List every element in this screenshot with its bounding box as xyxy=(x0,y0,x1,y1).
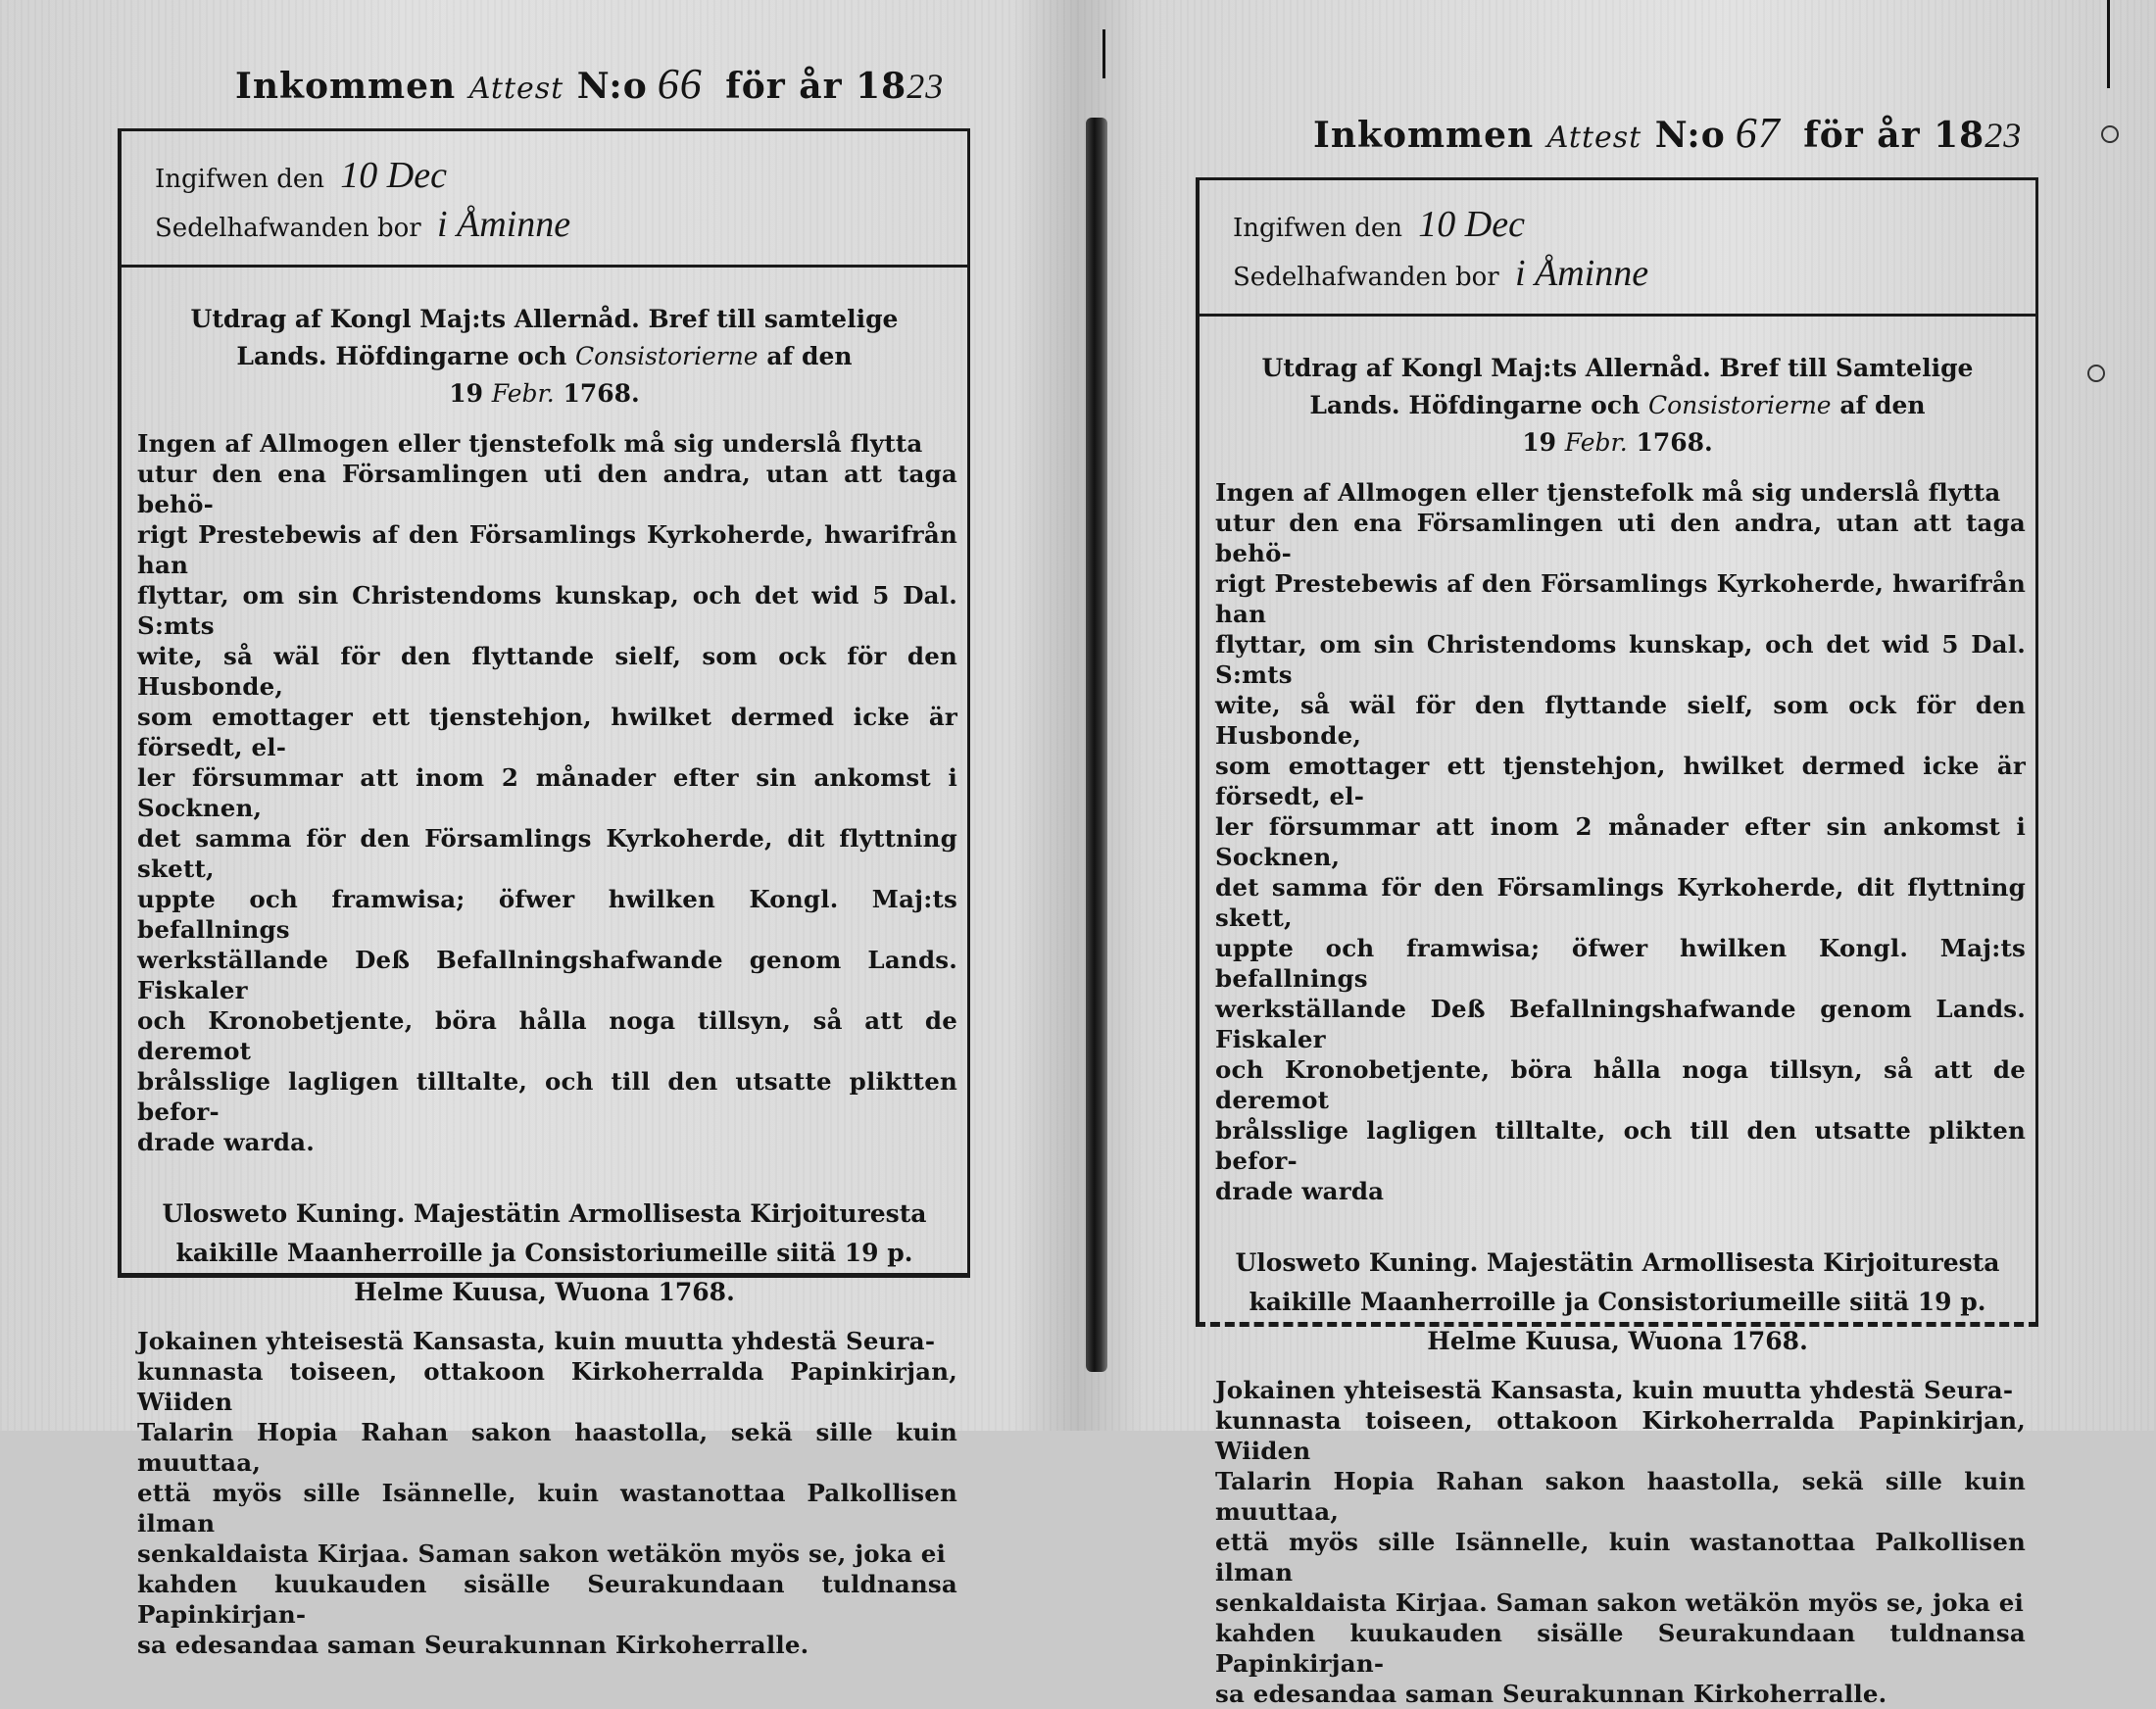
edge-mark xyxy=(2107,0,2110,88)
extract-part: af den xyxy=(1839,391,1926,419)
sedel-row xyxy=(155,202,948,251)
heading-prefix: Inkommen xyxy=(1313,115,1535,156)
swedish-text xyxy=(1215,477,2026,1206)
text-line: Jokainen yhteisestä Kansasta, kuin muutta yhdestä Seura- xyxy=(137,1327,936,1355)
ingifwen-value: 10 Dec xyxy=(340,155,447,196)
text-line: kunnasta toiseen, ottakoon Kirkoherralda Papinkirjan, Wiiden xyxy=(137,1357,957,1416)
swedish-text xyxy=(137,428,957,1157)
text-line: sa edesandaa saman Seurakunnan Kirkoherralle. xyxy=(1215,1680,1887,1708)
text-line: utur den ena Församlingen uti den andra, utan att taga behö- xyxy=(137,460,957,518)
filing-box xyxy=(122,131,967,268)
sedel-label: Sedelhafwanden bor xyxy=(155,214,421,243)
attest-number: 66 xyxy=(657,60,703,108)
finnish-heading xyxy=(1200,1244,2035,1361)
text-line: senkaldaista Kirjaa. Saman sakon wetäkön myös se, joka ei xyxy=(1215,1588,2025,1617)
text-line: det samma för den Församlings Kyrkoherde, dit flyttning skett, xyxy=(137,824,957,883)
heading-year-hand: 23 xyxy=(906,67,945,106)
extract-date xyxy=(1200,424,2035,462)
heading-year-hand: 23 xyxy=(1984,116,2023,155)
text-line: kahden kuukauden sisälle Seurakundaan tuldnansa Papinkirjan- xyxy=(137,1570,957,1629)
extract-heading xyxy=(122,301,967,413)
sedel-label: Sedelhafwanden bor xyxy=(1233,263,1499,292)
heading-year-label: för år 18 xyxy=(725,66,907,107)
text-line: drade warda xyxy=(1215,1177,1385,1205)
text-line: että myös sille Isännelle, kuin wastanottaa Palkollisen ilman xyxy=(137,1479,957,1538)
ingifwen-label: Ingifwen den xyxy=(155,165,325,194)
hole-mark xyxy=(2087,365,2105,382)
text-line: som emottager ett tjenstehjon, hwilket dermed icke är försedt, el- xyxy=(137,703,957,761)
sedel-value: i Åminne xyxy=(436,204,571,245)
text-line: flyttar, om sin Christendoms kunskap, och det wid 5 Dal. S:mts xyxy=(1215,630,2026,689)
heading-year-label: för år 18 xyxy=(1803,115,1985,156)
date-year: 1768. xyxy=(563,379,640,408)
extract-consistorierne: Consistorierne xyxy=(574,342,759,370)
text-line: senkaldaista Kirjaa. Saman sakon wetäkön myös se, joka ei xyxy=(137,1539,947,1568)
text-line: Ingen af Allmogen eller tjenstefolk må sig underslå flytta xyxy=(1215,478,2001,507)
left-heading xyxy=(235,59,970,109)
extract-part: Lands. Höfdingarne och xyxy=(236,342,567,370)
right-heading xyxy=(1313,108,2038,158)
text-line: wite, så wäl för den flyttande sielf, som ock för den Husbonde, xyxy=(1215,691,2026,750)
text-line: sa edesandaa saman Seurakunnan Kirkoherralle. xyxy=(137,1631,809,1659)
heading-prefix: Inkommen xyxy=(235,66,457,107)
attest-number: 67 xyxy=(1735,109,1781,157)
extract-line: Utdrag af Kongl Maj:ts Allernåd. Bref till samtelige xyxy=(190,305,899,333)
text-line: uppte och framwisa; öfwer hwilken Kongl. Maj:ts befallnings xyxy=(1215,934,2026,993)
ingifwen-value: 10 Dec xyxy=(1418,204,1525,245)
date-day: 19 xyxy=(1522,428,1557,457)
text-line: som emottager ett tjenstehjon, hwilket dermed icke är försedt, el- xyxy=(1215,752,2026,810)
text-line: wite, så wäl för den flyttande sielf, som ock för den Husbonde, xyxy=(137,642,957,701)
text-line: Talarin Hopia Rahan sakon haastolla, sekä sille kuin muuttaa, xyxy=(1215,1467,2026,1526)
text-line: brålsslige lagligen tilltalte, och till den utsatte pliktten befor- xyxy=(137,1067,957,1126)
certificate-frame xyxy=(118,128,970,1659)
text-line: och Kronobetjente, böra hålla noga tillsyn, så att de deremot xyxy=(137,1006,957,1065)
certificate-frame xyxy=(1196,177,2038,1708)
heading-attest: Attest xyxy=(1546,121,1642,155)
date-day: 19 xyxy=(449,379,484,408)
edge-mark xyxy=(1102,29,1105,78)
text-line: utur den ena Församlingen uti den andra, utan att taga behö- xyxy=(1215,509,2026,567)
finnish-text xyxy=(137,1326,957,1660)
finnish-heading-line: Ulosweto Kuning. Majestätin Armollisesta Kirjoituresta xyxy=(1235,1248,2000,1277)
text-line: ler försummar att inom 2 månader efter sin ankomst i Socknen, xyxy=(1215,812,2026,871)
text-line: rigt Prestebewis af den Församlings Kyrkoherde, hwarifrån han xyxy=(137,520,957,579)
text-line: werkställande Deß Befallningshafwande genom Lands. Fiskaler xyxy=(1215,995,2026,1053)
text-line: uppte och framwisa; öfwer hwilken Kongl. Maj:ts befallnings xyxy=(137,885,957,944)
text-line: Ingen af Allmogen eller tjenstefolk må sig underslå flytta xyxy=(137,429,923,458)
extract-heading xyxy=(1200,350,2035,462)
text-line: drade warda. xyxy=(137,1128,315,1156)
text-line: Talarin Hopia Rahan sakon haastolla, sekä sille kuin muuttaa, xyxy=(137,1418,957,1477)
finnish-heading-line: kaikille Maanherroille ja Consistoriumeille siitä 19 p. xyxy=(1249,1288,1986,1316)
finnish-heading-line: kaikille Maanherroille ja Consistoriumeille siitä 19 p. xyxy=(175,1239,913,1267)
right-certificate xyxy=(1196,108,2038,1708)
finnish-heading-line: Helme Kuusa, Wuona 1768. xyxy=(1427,1327,1808,1355)
extract-line xyxy=(1200,387,2035,424)
ingifwen-row xyxy=(155,153,948,202)
left-certificate xyxy=(118,59,970,1659)
date-month: Febr. xyxy=(491,379,555,408)
heading-no-label: N:o xyxy=(1654,115,1726,156)
finnish-text xyxy=(1215,1375,2026,1709)
text-line: kahden kuukauden sisälle Seurakundaan tuldnansa Papinkirjan- xyxy=(1215,1619,2026,1678)
text-line: och Kronobetjente, böra hålla noga tillsyn, så att de deremot xyxy=(1215,1055,2026,1114)
text-line: brålsslige lagligen tilltalte, och till den utsatte plikten befor- xyxy=(1215,1116,2026,1175)
extract-part: af den xyxy=(766,342,853,370)
finnish-heading-line: Ulosweto Kuning. Majestätin Armollisesta Kirjoituresta xyxy=(162,1199,927,1228)
ingifwen-row xyxy=(1233,202,2016,251)
extract-line: Utdrag af Kongl Maj:ts Allernåd. Bref till Samtelige xyxy=(1261,354,1974,382)
text-line: että myös sille Isännelle, kuin wastanottaa Palkollisen ilman xyxy=(1215,1528,2026,1587)
extract-line xyxy=(122,338,967,375)
date-year: 1768. xyxy=(1636,428,1713,457)
finnish-heading xyxy=(122,1195,967,1312)
text-line: rigt Prestebewis af den Församlings Kyrkoherde, hwarifrån han xyxy=(1215,569,2026,628)
extract-date xyxy=(122,375,967,413)
text-line: Jokainen yhteisestä Kansasta, kuin muutta yhdestä Seura- xyxy=(1215,1376,2014,1404)
extract-consistorierne: Consistorierne xyxy=(1647,391,1832,419)
text-line: kunnasta toiseen, ottakoon Kirkoherralda Papinkirjan, Wiiden xyxy=(1215,1406,2026,1465)
ingifwen-label: Ingifwen den xyxy=(1233,214,1403,243)
filing-box xyxy=(1200,180,2035,317)
text-line: flyttar, om sin Christendoms kunskap, och det wid 5 Dal. S:mts xyxy=(137,581,957,640)
date-month: Febr. xyxy=(1564,428,1628,457)
heading-no-label: N:o xyxy=(576,66,648,107)
heading-attest: Attest xyxy=(468,72,564,106)
text-line: werkställande Deß Befallningshafwande genom Lands. Fiskaler xyxy=(137,946,957,1004)
text-line: det samma för den Församlings Kyrkoherde, dit flyttning skett, xyxy=(1215,873,2026,932)
extract-part: Lands. Höfdingarne och xyxy=(1309,391,1641,419)
finnish-heading-line: Helme Kuusa, Wuona 1768. xyxy=(354,1278,735,1306)
sedel-row xyxy=(1233,251,2016,300)
text-line: ler försummar att inom 2 månader efter sin ankomst i Socknen, xyxy=(137,763,957,822)
hole-mark xyxy=(2101,125,2119,143)
binding-gutter xyxy=(1086,118,1107,1372)
sedel-value: i Åminne xyxy=(1514,253,1649,294)
